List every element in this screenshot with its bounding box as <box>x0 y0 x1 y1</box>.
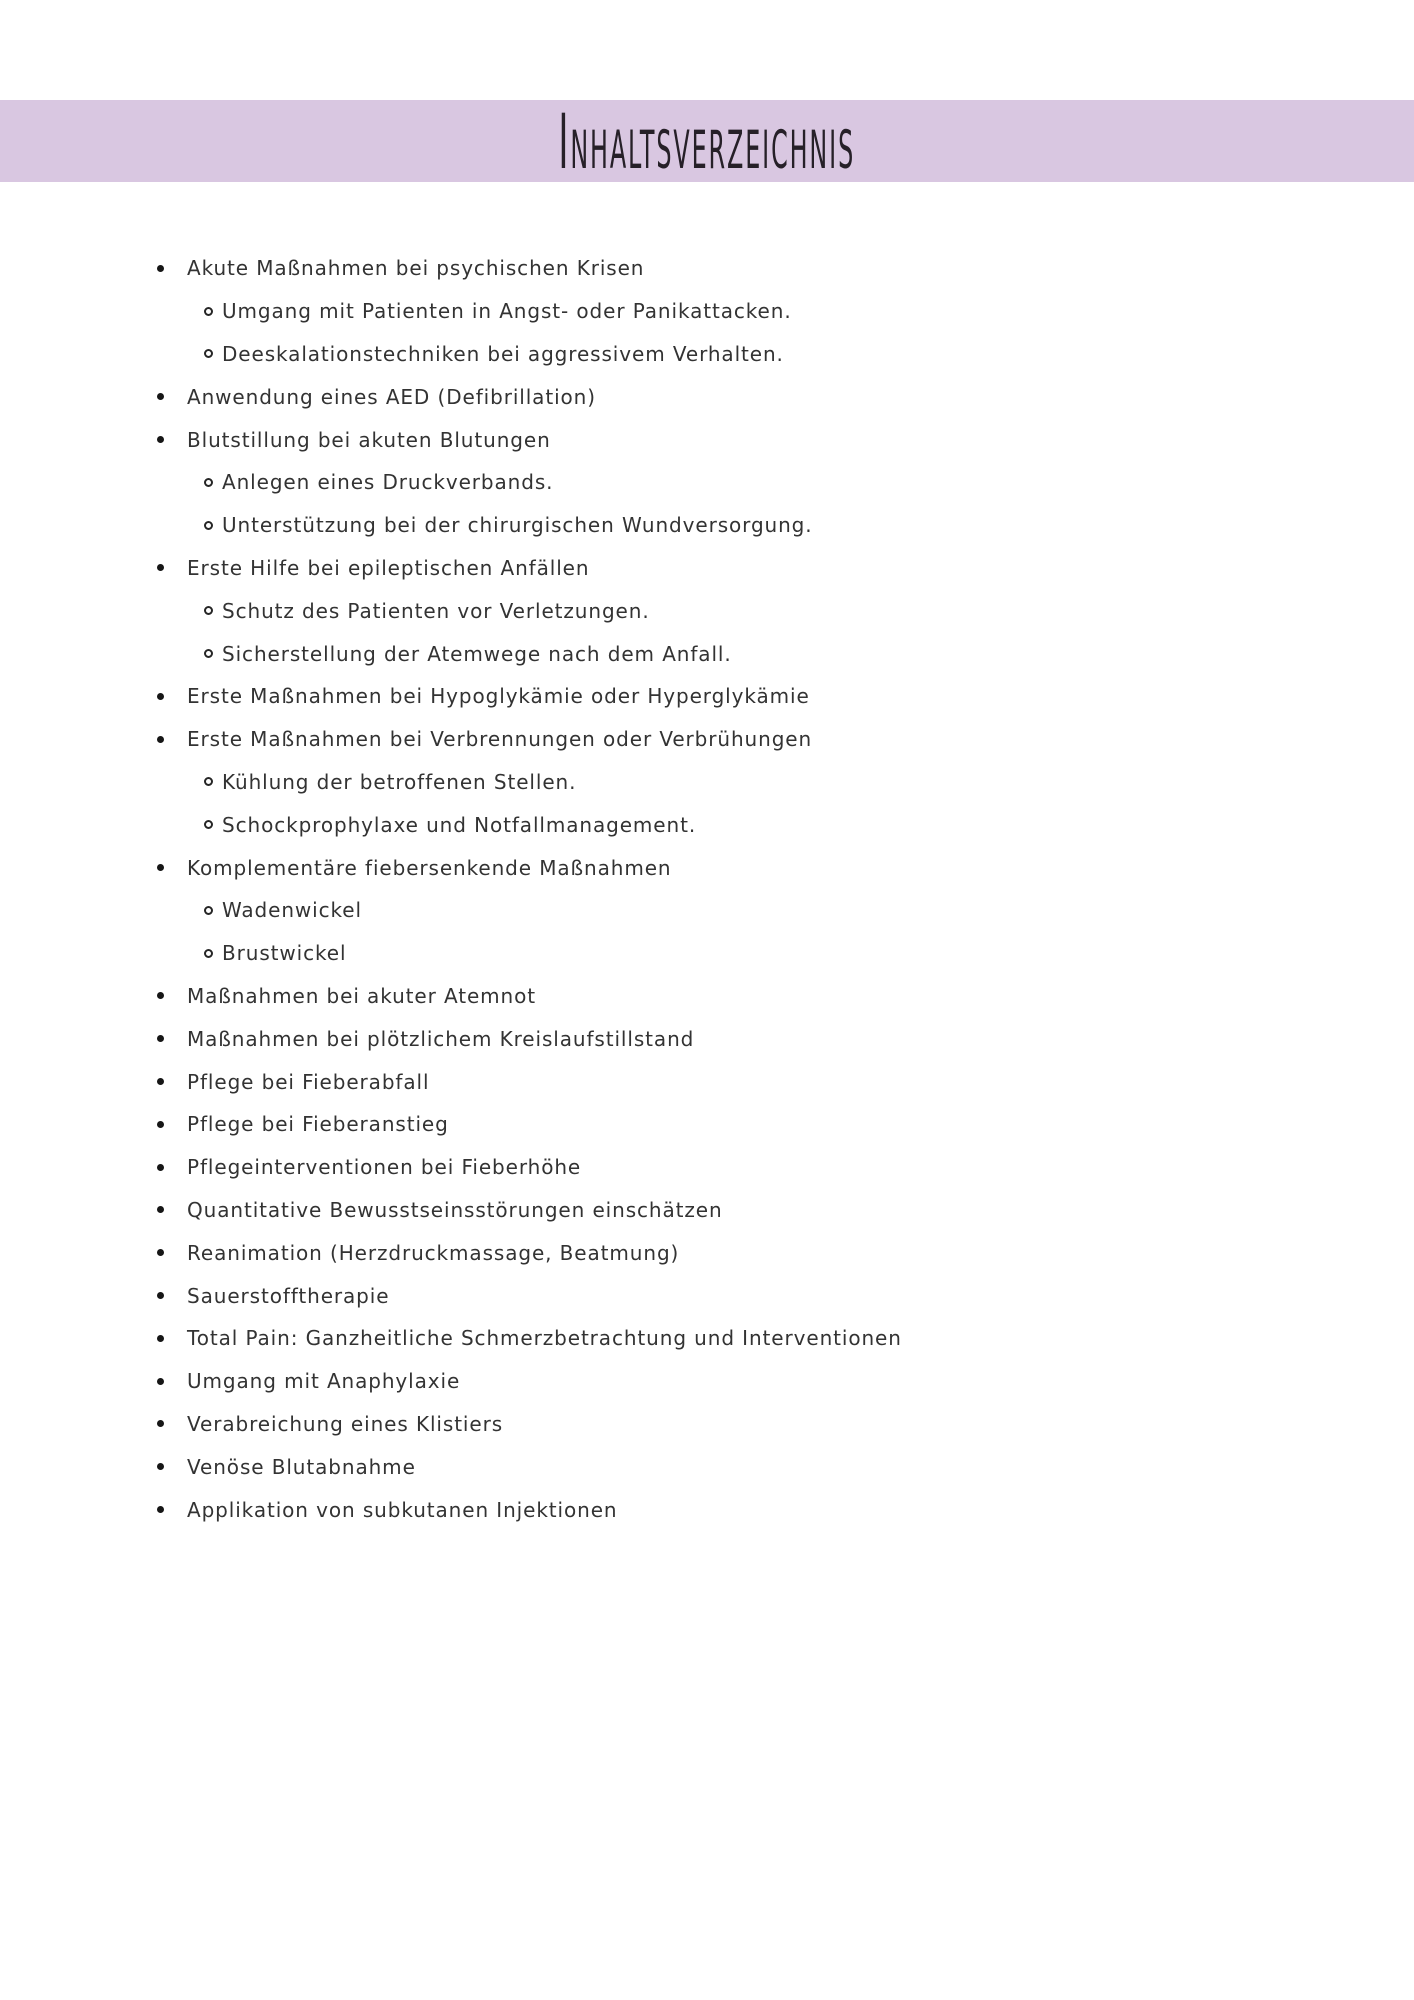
toc-item-label: Anwendung eines AED (Defibrillation) <box>187 384 596 409</box>
bullet-icon <box>157 436 164 443</box>
bullet-icon <box>157 736 164 743</box>
toc-item-label: Pflege bei Fieberanstieg <box>187 1112 449 1137</box>
circle-bullet-icon <box>204 606 213 615</box>
toc-item-label: Deeskalationstechniken bei aggressivem Verhalten. <box>222 341 784 366</box>
toc-item-label: Pflege bei Fieberabfall <box>187 1069 430 1094</box>
toc-item-label: Akute Maßnahmen bei psychischen Krisen <box>187 256 645 281</box>
bullet-icon <box>157 864 164 871</box>
toc-subitem <box>0 761 1414 804</box>
toc-item <box>0 375 1414 418</box>
title-band <box>0 97 1414 186</box>
toc-item-label: Schockprophylaxe und Notfallmanagement. <box>222 812 697 837</box>
toc-item <box>0 675 1414 718</box>
toc-item-label: Sauerstofftherapie <box>187 1283 390 1308</box>
bullet-icon <box>157 1121 164 1128</box>
toc-item-label: Erste Hilfe bei epileptischen Anfällen <box>187 555 590 580</box>
toc-item-label: Erste Maßnahmen bei Verbrennungen oder Verbrühungen <box>187 727 813 752</box>
bullet-icon <box>157 1292 164 1299</box>
toc-item-label: Sicherstellung der Atemwege nach dem Anfall. <box>222 641 732 666</box>
bullet-icon <box>157 992 164 999</box>
toc-item-label: Blutstillung bei akuten Blutungen <box>187 427 551 452</box>
bullet-icon <box>157 693 164 700</box>
toc-item <box>0 975 1414 1018</box>
toc-item-label: Unterstützung bei der chirurgischen Wundversorgung. <box>222 513 813 538</box>
circle-bullet-icon <box>204 949 213 958</box>
bullet-icon <box>157 564 164 571</box>
toc-item-label: Applikation von subkutanen Injektionen <box>187 1497 618 1522</box>
toc-item <box>0 1317 1414 1360</box>
toc-item <box>0 418 1414 461</box>
toc-item <box>0 1231 1414 1274</box>
circle-bullet-icon <box>204 777 213 786</box>
toc-item <box>0 846 1414 889</box>
toc-item <box>0 1445 1414 1488</box>
bullet-icon <box>157 265 164 272</box>
circle-bullet-icon <box>204 906 213 915</box>
bullet-icon <box>157 1035 164 1042</box>
toc-item-label: Venöse Blutabnahme <box>187 1454 416 1479</box>
toc-item-label: Wadenwickel <box>222 898 362 923</box>
toc-subitem <box>0 333 1414 376</box>
toc-subitem <box>0 589 1414 632</box>
toc-item-label: Erste Maßnahmen bei Hypoglykämie oder Hyperglykämie <box>187 684 810 709</box>
toc-item <box>0 1274 1414 1317</box>
toc-subitem <box>0 504 1414 547</box>
toc-item-label: Schutz des Patienten vor Verletzungen. <box>222 598 650 623</box>
bullet-icon <box>157 1164 164 1171</box>
toc-item-label: Pflegeinterventionen bei Fieberhöhe <box>187 1155 582 1180</box>
toc-item-label: Umgang mit Anaphylaxie <box>187 1369 461 1394</box>
circle-bullet-icon <box>204 521 213 530</box>
toc-item <box>0 1189 1414 1232</box>
circle-bullet-icon <box>204 307 213 316</box>
bullet-icon <box>157 1335 164 1342</box>
toc-item <box>0 247 1414 290</box>
bullet-icon <box>157 1420 164 1427</box>
toc-item-label: Brustwickel <box>222 941 347 966</box>
toc-item-label: Umgang mit Patienten in Angst- oder Panikattacken. <box>222 299 792 324</box>
bullet-icon <box>157 1206 164 1213</box>
toc-subitem <box>0 889 1414 932</box>
toc-item-label: Kühlung der betroffenen Stellen. <box>222 769 577 794</box>
toc-item <box>0 1360 1414 1403</box>
toc-item <box>0 1103 1414 1146</box>
page-title: Inhaltsverzeichnis <box>558 97 856 186</box>
toc-item-label: Maßnahmen bei plötzlichem Kreislaufstillstand <box>187 1026 695 1051</box>
toc-item <box>0 1146 1414 1189</box>
toc-item <box>0 1488 1414 1531</box>
toc-subitem <box>0 803 1414 846</box>
toc-item-label: Maßnahmen bei akuter Atemnot <box>187 983 536 1008</box>
toc-subitem <box>0 290 1414 333</box>
circle-bullet-icon <box>204 349 213 358</box>
circle-bullet-icon <box>204 820 213 829</box>
toc-item-label: Anlegen eines Druckverbands. <box>222 470 554 495</box>
toc-subitem <box>0 632 1414 675</box>
toc-item-label: Verabreichung eines Klistiers <box>187 1411 504 1436</box>
bullet-icon <box>157 1506 164 1513</box>
toc-subitem <box>0 932 1414 975</box>
toc-item <box>0 547 1414 590</box>
toc-item <box>0 1403 1414 1446</box>
toc-item-label: Komplementäre fiebersenkende Maßnahmen <box>187 855 672 880</box>
toc-item <box>0 1017 1414 1060</box>
bullet-icon <box>157 393 164 400</box>
circle-bullet-icon <box>204 649 213 658</box>
toc-item <box>0 1060 1414 1103</box>
bullet-icon <box>157 1078 164 1085</box>
toc-item-label: Total Pain: Ganzheitliche Schmerzbetrachtung und Interventionen <box>187 1326 902 1351</box>
toc-item-label: Reanimation (Herzdruckmassage, Beatmung) <box>187 1240 680 1265</box>
bullet-icon <box>157 1378 164 1385</box>
bullet-icon <box>157 1249 164 1256</box>
table-of-contents <box>0 247 1414 1531</box>
toc-item <box>0 718 1414 761</box>
circle-bullet-icon <box>204 478 213 487</box>
toc-item-label: Quantitative Bewusstseinsstörungen einschätzen <box>187 1197 723 1222</box>
toc-subitem <box>0 461 1414 504</box>
bullet-icon <box>157 1463 164 1470</box>
